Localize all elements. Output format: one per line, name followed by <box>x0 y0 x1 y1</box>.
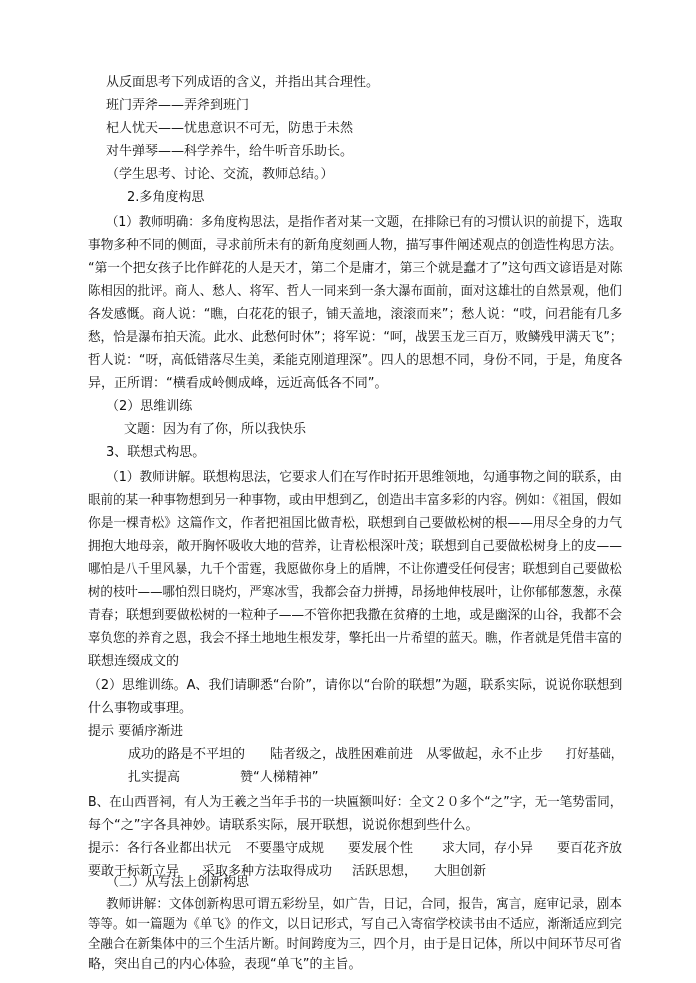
paragraph-line: 等等。如一篇题为《单飞》的作文，以日记形式，写自己入寄宿学校读书由不适应，渐渐适应到完 <box>88 917 622 932</box>
hint-item: 从零做起，永不止步 <box>426 747 544 762</box>
intro-line: 从反面思考下列成语的含义，并指出其合理性。 <box>106 75 380 90</box>
hint-item: 要发展个性 <box>348 841 414 856</box>
hint-item: 陆者级之，战胜困难前进 <box>270 747 414 762</box>
paragraph-line: “第一个把女孩子比作鲜花的人是天才，第二个是庸才，第三个就是蠢才了”这句西文谚语是对陈 <box>88 261 623 276</box>
paragraph-line: 眼前的某一种事物想到另一种事物，或由甲想到乙，创造出丰富多彩的内容。例如：《祖国，假如 <box>88 493 622 508</box>
hint-item: 活跃思想， <box>352 864 418 879</box>
paragraph-line: （2）思维训练。A、我们请聊悉“台阶”，请你以“台阶的联想”为题，联系实际，说说你联想到 <box>88 678 623 693</box>
hint-item: 要百花齐放 <box>557 841 623 856</box>
section-heading: （二）从写法上创新构思 <box>106 875 250 890</box>
paragraph-line: 树的枝叶——哪怕烈日晓灼，严寒冰雪，我都会奋力拼搏，昂扬地伸枝展叶，让你郁郁葱葱，永葆 <box>88 585 622 600</box>
paragraph-line: （1）教师讲解。联想构思法，它要求人们在写作时拓开思维领地，勾通事物之间的联系，由 <box>106 470 623 485</box>
paragraph-line: 哪怕是八千里风暴，九千个雷霆，我愿做你身上的盾牌，不让你遭受任何侵害；联想到自己要做松 <box>88 562 622 577</box>
idiom-line: 班门弄斧——弄斧到班门 <box>106 98 250 113</box>
paragraph-line: 愁，恰是瀑布拍天流。此水、此愁何时休”；将军说：“呵，战罢玉龙三百万，败鳞残甲满天飞”； <box>88 330 623 345</box>
hint-item: 扎实提高 <box>128 770 181 785</box>
hint-item: 赞“人梯精神” <box>240 770 319 785</box>
paragraph-line: 青春；联想到要做松树的一粒种子——不管你把我撒在贫瘠的土地，或是幽深的山谷，我都不会 <box>88 608 623 623</box>
paragraph-line: 辜负您的养育之恩，我会不择土地地生根发芽，擎托出一片希望的蓝天。瞧，作者就是凭借丰富的 <box>88 631 622 646</box>
topic-line: 文题：因为有了你，所以我快乐 <box>124 422 307 437</box>
paragraph-line: 每个“之”字各具神妙。请联系实际，展开联想，说说你想到些什么。 <box>88 818 479 833</box>
hint-item: 打好基础， <box>566 747 623 762</box>
paragraph-line: 事物多种不同的侧面，寻求前所未有的新角度刻画人物，描写事件阐述观点的创造性构思方法。 <box>88 238 623 253</box>
paragraph-line: （1）教师明确：多角度构思法，是指作者对某一文题，在排除已有的习惯认识的前提下，选取 <box>106 215 623 230</box>
paragraph-line: 哲人说：“呀，高低错落尽生美，柔能克刚道理深”。四人的思想不同，身份不同，于是，角度各 <box>88 353 623 368</box>
hint-item: 采取多种方法取得成功 <box>202 864 333 879</box>
paragraph-line: 拥抱大地母亲，敞开胸怀吸收大地的营养，让青松根深叶茂；联想到自己要做松树身上的皮—— <box>88 539 623 554</box>
paragraph-line: 异，正所谓：“横看成岭侧成峰，远近高低各不同”。 <box>88 376 388 391</box>
hint-item: 大胆创新 <box>434 864 487 879</box>
paragraph-line: B、在山西晋祠，有人为王羲之当年手书的一块匾额叫好：全文２０多个“之”字，无一笔势雷同， <box>88 795 623 810</box>
hint-item: 要敢于标新立异 <box>88 864 180 879</box>
paragraph-line: 陈相因的批评。商人、愁人、将军、哲人一同来到一条大瀑布面前，面对这雄壮的自然景观，他们 <box>88 284 622 299</box>
note-line: （学生思考、讨论、交流，教师总结。） <box>106 167 334 182</box>
paragraph-line: 什么事物或事理。 <box>88 701 193 716</box>
hint-item: 提示：各行各业都出状元 <box>88 841 232 856</box>
hint-label: 提示 要循序渐进 <box>88 724 184 739</box>
hint-item: 不要墨守成规 <box>246 841 325 856</box>
hint-item: 成功的路是不平坦的 <box>128 747 246 762</box>
idiom-line: 对牛弹琴——科学养牛，给牛听音乐助长。 <box>106 144 354 159</box>
subheading: （2）思维训练 <box>106 399 193 414</box>
paragraph-line: 略，突出自己的内心体验，表现“单飞”的主旨。 <box>88 957 362 972</box>
paragraph-line: 教师讲解：文体创新构思可谓五彩纷呈，如广告，日记，合同，报告，寓言，庭审记录，剧本 <box>106 897 622 912</box>
paragraph-line: 全融合在新集体中的三个生活片断。时间跨度为三，四个月，由于是日记体，所以中间环节尽可省 <box>88 937 622 952</box>
paragraph-line: 各发感慨。商人说：“瞧，白花花的银子，铺天盖地，滚滚而来”；愁人说：“哎，问君能有几多 <box>88 307 623 322</box>
section-heading: 2.多角度构思 <box>127 190 205 205</box>
section-heading: 3、联想式构思。 <box>106 445 206 460</box>
hint-item: 求大同，存小异 <box>442 841 534 856</box>
paragraph-line: 你是一棵青松》这篇作文，作者把祖国比做青松，联想到自己要做松树的根——用尽全身的力气 <box>88 516 623 531</box>
idiom-line: 杞人忧天——忧患意识不可无，防患于未然 <box>106 121 354 136</box>
paragraph-line: 联想连缀成文的 <box>88 654 180 669</box>
